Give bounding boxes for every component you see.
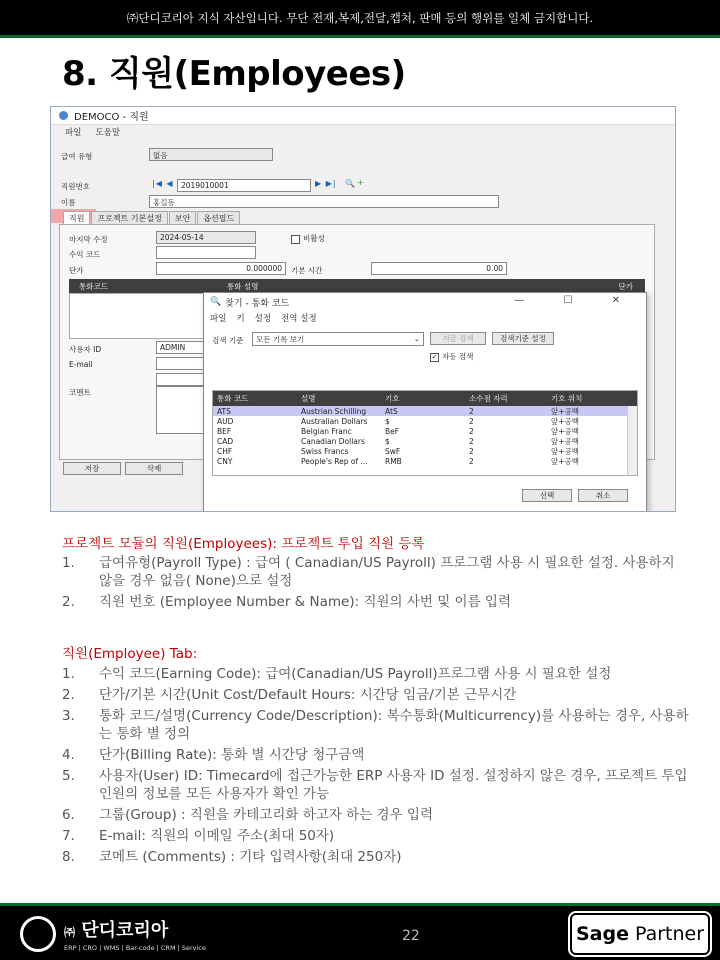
cell: AtS [385, 406, 398, 416]
tab-employee[interactable]: 직원 [63, 211, 90, 225]
cell: 2 [469, 456, 474, 466]
checkbox-icon [291, 235, 300, 244]
copyright-banner: ㈜단디코리아 지식 자산입니다. 무단 전재,복제,전달,캡쳐, 판매 등의 행위를 일체 금지합니다. [0, 0, 720, 38]
page-title: 8. 직원(Employees) [62, 54, 406, 94]
tab-strip [63, 211, 241, 225]
cell: 앞+공백 [551, 436, 580, 446]
name-field[interactable]: 홍길동 [149, 195, 499, 208]
employee-number-field[interactable]: 2019010001 [177, 179, 311, 192]
cell: ATS [217, 406, 231, 416]
cell: 앞+공백 [551, 446, 580, 456]
payroll-type-field[interactable]: 없음 [149, 148, 273, 161]
nav-next-last-icon[interactable]: ▶ ▶| [315, 179, 337, 188]
list-item: 8. 코메트 (Comments) : 기타 입력사항(최대 250자) [62, 848, 689, 866]
table-row[interactable] [213, 416, 637, 426]
section2-list [62, 665, 689, 869]
menubar [51, 125, 675, 139]
employee-window-screenshot [50, 106, 676, 512]
comments-label: 코멘트 [69, 388, 91, 397]
currency-results-grid [212, 390, 638, 476]
page-number: 22 [402, 928, 420, 944]
list-item: 1. 급여유형(Payroll Type) : 급여 ( Canadian/US Payroll) 프로그램 사용 시 필요한 설정. 사용하지 않을 경우 없음( None)으로 설정 [62, 554, 689, 590]
cancel-button[interactable]: 취소 [578, 489, 628, 502]
cell: BEF [217, 426, 232, 436]
chevron-down-icon: ⌄ [413, 334, 420, 343]
name-label: 이름 [61, 198, 76, 207]
new-icon[interactable]: + [357, 178, 365, 187]
list-item: 3. 통화 코드/설명(Currency Code/Description): 복수통화(Multicurrency)를 사용하는 경우, 사용하는 통화 별 정의 [62, 708, 689, 742]
cell: People's Rep of ... [301, 456, 368, 466]
currency-finder-dialog [203, 292, 647, 512]
cell: CHF [217, 446, 233, 456]
finder-menu-file[interactable]: 파일 [210, 314, 227, 324]
user-id-field[interactable]: ADMIN [156, 341, 211, 354]
window-controls-icon[interactable]: — ☐ ✕ [514, 295, 638, 306]
list-item-text: 통화 코드/설명(Currency Code/Description): 복수통화(Multicurrency)를 사용하는 경우, 사용하는 통화 별 정의 [99, 708, 689, 742]
col-symbol[interactable]: 기호 [385, 394, 400, 403]
section1-list [62, 554, 689, 614]
section-heading-employees: 프로젝트 모듈의 직원(Employees): 프로젝트 투입 직원 등록 [62, 536, 425, 552]
col-currency-code[interactable]: 통화 코드 [217, 394, 249, 403]
finder-menubar [204, 311, 646, 325]
earning-code-label: 수익 코드 [69, 250, 101, 259]
tab-optional-fields[interactable]: 옵션필드 [197, 211, 240, 225]
default-hours-field[interactable]: 0.00 [371, 262, 507, 275]
search-by-dropdown[interactable] [252, 332, 424, 346]
currency-grid-header [69, 279, 645, 293]
list-item: 2. 단가/기본 시간(Unit Cost/Default Hours: 시간당 임금/기본 근무시간 [62, 686, 689, 704]
cell: SwF [385, 446, 401, 456]
cell: $ [385, 416, 390, 426]
cell: 2 [469, 446, 474, 456]
window-titlebar [51, 107, 675, 125]
search-now-button[interactable]: 지금 검색 [430, 332, 486, 345]
cell: RMB [385, 456, 402, 466]
search-criteria-button[interactable]: 검색기준 설정 [492, 332, 554, 345]
list-item: 5. 사용자(User) ID: Timecard에 접근가능한 ERP 사용자 ID 설정. 설정하지 않은 경우, 프로젝트 투입인원의 정보를 모든 사용자가 확인 가능 [62, 768, 688, 802]
cell: $ [385, 436, 390, 446]
company-tagline: ERP | CRO | WMS | Bar-code | CRM | Service [64, 944, 206, 952]
logo-icon [20, 916, 56, 952]
partner-label: Partner [634, 923, 705, 945]
list-item-text: 코메트 (Comments) : 기타 입력사항(최대 250자) [99, 849, 402, 865]
grid-header-currency-code[interactable]: 통화코드 [79, 281, 108, 291]
select-button[interactable]: 선택 [522, 489, 572, 502]
cell: 2 [469, 416, 474, 426]
table-row[interactable] [213, 406, 637, 416]
company-logo [20, 916, 206, 952]
grid-header-billing-rate[interactable]: 단가 [618, 281, 633, 291]
tab-project-defaults[interactable]: 프로젝트 기본설정 [91, 211, 167, 225]
tab-security[interactable]: 보안 [169, 211, 196, 225]
col-decimals[interactable]: 소수점 자리 [469, 394, 508, 403]
cell: CAD [217, 436, 234, 446]
list-item-text: E-mail: 직원의 이메일 주소(최대 50자) [99, 828, 335, 844]
payroll-type-label: 급여 유형 [61, 152, 93, 161]
grid-header-currency-desc[interactable]: 통화 설명 [227, 281, 259, 291]
cell: BeF [385, 426, 400, 436]
last-modified-label: 마지막 수정 [69, 235, 108, 244]
employee-number-label: 직원번호 [61, 182, 90, 191]
window-title: DEMOCO - 직원 [74, 112, 149, 123]
menu-help[interactable]: 도움말 [95, 128, 121, 138]
table-row[interactable] [213, 456, 637, 466]
earning-code-field[interactable] [156, 246, 256, 259]
list-item-text: 사용자(User) ID: Timecard에 접근가능한 ERP 사용자 ID 설정. 설정하지 않은 경우, 프로젝트 투입인원의 정보를 모든 사용자가 확인 가능 [99, 768, 688, 802]
delete-button[interactable]: 삭제 [125, 462, 183, 475]
company-name: 단디코리아 [81, 920, 169, 941]
finder-menu-key[interactable]: 키 [236, 314, 245, 324]
sage-brand: Sage [575, 923, 629, 945]
footer [0, 903, 720, 960]
unit-cost-field[interactable]: 0.000000 [156, 262, 286, 275]
nav-first-prev-icon[interactable]: |◀ ◀ [152, 179, 174, 188]
table-row[interactable] [213, 426, 637, 436]
cell: 앞+공백 [551, 456, 580, 466]
finder-title: 찾기 - 통화 코드 [225, 298, 290, 309]
inactive-label: 비활성 [303, 234, 325, 243]
cell: Belgian Franc [301, 426, 352, 436]
col-description[interactable]: 설명 [301, 394, 316, 403]
list-item-text: 단가/기본 시간(Unit Cost/Default Hours: 시간당 임금/기본 근무시간 [99, 687, 517, 703]
email-label: E-mail [69, 360, 93, 369]
user-id-label: 사용자 ID [69, 345, 102, 354]
vertical-scrollbar[interactable] [627, 406, 637, 476]
list-item-text: 그룹(Group) : 직원을 카테고리화 하고자 하는 경우 입력 [99, 807, 433, 823]
finder-icon[interactable]: 🔍 [345, 179, 356, 188]
results-header-row [213, 391, 637, 406]
cell: 앞+공백 [551, 426, 580, 436]
cell: 앞+공백 [551, 416, 580, 426]
cell: Austrian Schilling [301, 406, 367, 416]
search-icon: 🔍 [210, 297, 222, 307]
finder-menu-global-settings[interactable]: 전역 설정 [281, 314, 317, 324]
cell: 앞+공백 [551, 406, 580, 416]
save-button[interactable]: 저장 [63, 462, 121, 475]
list-item-text: 단가(Billing Rate): 통화 별 시간당 청구금액 [99, 747, 365, 763]
cell: Australian Dollars [301, 416, 368, 426]
col-symbol-position[interactable]: 기호 위치 [551, 394, 583, 403]
cell: Swiss Francs [301, 446, 349, 456]
list-item: 7. E-mail: 직원의 이메일 주소(최대 50자) [62, 827, 689, 845]
cell: 2 [469, 406, 474, 416]
table-row[interactable] [213, 436, 637, 446]
list-item: 6. 그룹(Group) : 직원을 카테고리화 하고자 하는 경우 입력 [62, 806, 689, 824]
sage-partner-logo [570, 913, 710, 955]
cell: 2 [469, 436, 474, 446]
last-modified-field: 2024-05-14 [156, 231, 256, 244]
app-icon [59, 111, 68, 120]
list-item: 2. 직원 번호 (Employee Number & Name): 직원의 사번 및 이름 입력 [62, 593, 689, 611]
list-item: 4. 단가(Billing Rate): 통화 별 시간당 청구금액 [62, 746, 689, 764]
finder-menu-settings[interactable]: 설정 [254, 314, 272, 324]
menu-file[interactable]: 파일 [65, 128, 82, 138]
cell: 2 [469, 426, 474, 436]
list-item-text: 급여유형(Payroll Type) : 급여 ( Canadian/US Payroll) 프로그램 사용 시 필요한 설정. 사용하지 않을 경우 없음( None)으로 설정 [99, 555, 675, 589]
list-item: 1. 수익 코드(Earning Code): 급여(Canadian/US Payroll)프로그램 사용 시 필요한 설정 [62, 665, 689, 683]
default-hours-label: 기본 시간 [291, 266, 323, 275]
section-heading-employee-tab: 직원(Employee) Tab: [62, 646, 198, 662]
cell: AUD [217, 416, 234, 426]
cell: Canadian Dollars [301, 436, 365, 446]
inactive-checkbox[interactable] [291, 233, 325, 244]
search-by-label: 검색 기준 [212, 336, 244, 345]
auto-search-label: 자동 검색 [442, 352, 474, 361]
checkmark-icon: ✓ [431, 352, 438, 361]
list-item-text: 직원 번호 (Employee Number & Name): 직원의 사번 및 이름 입력 [99, 594, 512, 610]
list-item-text: 수익 코드(Earning Code): 급여(Canadian/US Payroll)프로그램 사용 시 필요한 설정 [99, 666, 612, 682]
unit-cost-label: 단가 [69, 266, 84, 275]
table-row[interactable] [213, 446, 637, 456]
company-mark: ㈜ [64, 926, 75, 939]
auto-search-checkbox[interactable] [430, 351, 473, 362]
search-by-value: 모든 기록 보기 [256, 335, 305, 344]
cell: CNY [217, 456, 233, 466]
